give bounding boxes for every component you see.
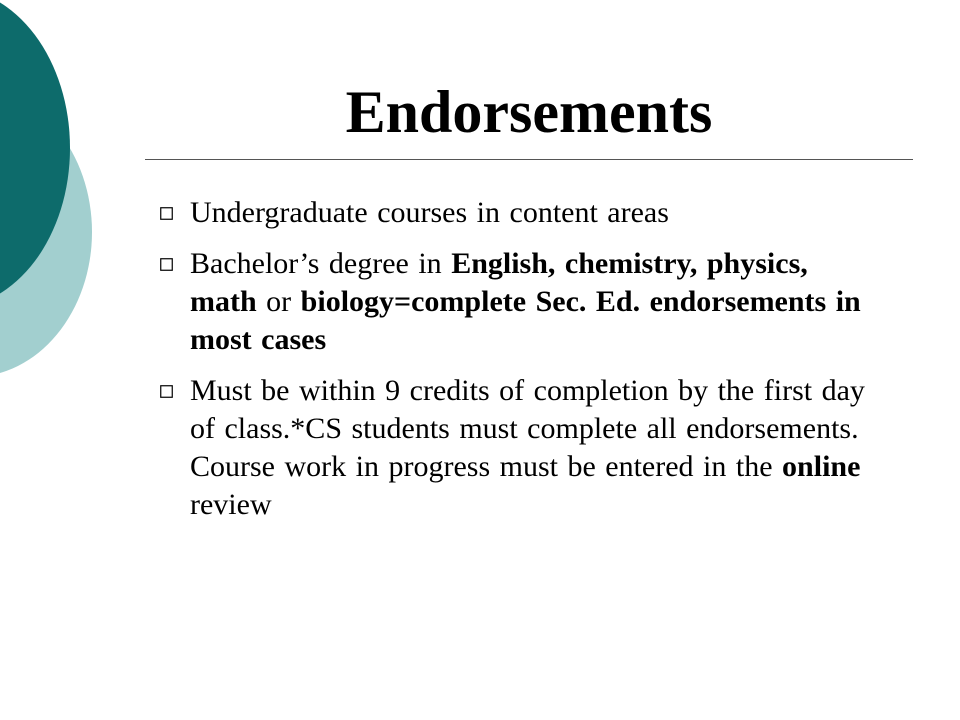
bullet-segment-bold: English, chemistry, physics, math [190, 247, 808, 318]
bullet-text [190, 374, 865, 521]
slide-title: Endorsements [345, 79, 713, 145]
bullet-segment: review [190, 488, 272, 521]
bullet-item [160, 194, 880, 232]
bullet-segment: Must be within 9 credits of completion by the first day of class.*CS students must complete all endorsements. Course work in progress must be entered in the [190, 374, 865, 483]
bullet-segment: Undergraduate courses in content areas [190, 196, 669, 229]
bullet-text [190, 247, 861, 356]
title-divider [145, 159, 913, 160]
bullet-list [160, 194, 880, 537]
hollow-square-icon [160, 207, 173, 220]
hollow-square-icon [160, 258, 173, 271]
bullet-item [160, 372, 880, 524]
bullet-text [190, 196, 669, 229]
hollow-square-icon [160, 385, 173, 398]
bullet-segment-bold: online [782, 450, 861, 483]
bullet-segment-bold: biology=complete Sec. Ed. endorsements in most cases [190, 285, 861, 356]
bullet-item [160, 245, 880, 359]
bullet-segment: Bachelor’s degree in [190, 247, 452, 280]
bullet-segment: or [256, 285, 301, 318]
